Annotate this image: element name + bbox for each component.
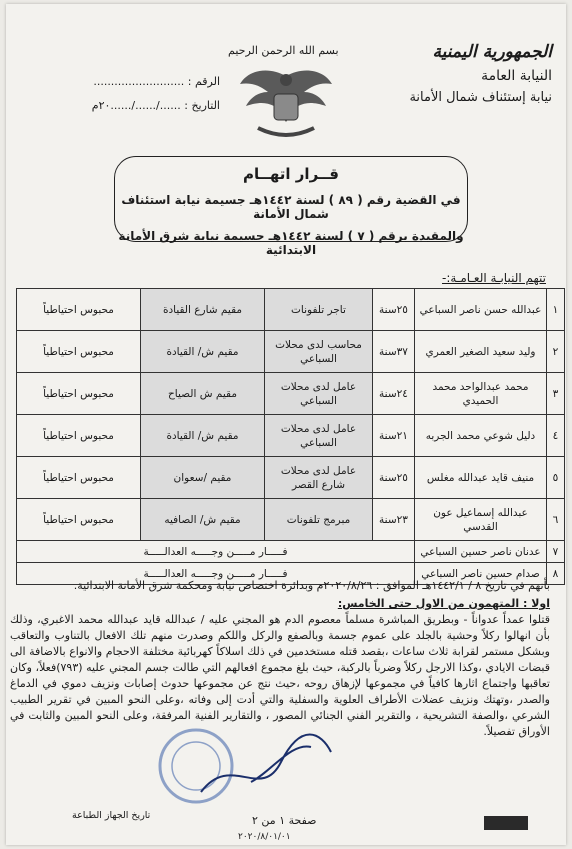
print-date-label: تاريخ الجهاز الطباعة (72, 810, 151, 821)
authority-header (382, 42, 552, 105)
row-number: ٦ (547, 499, 565, 541)
document-page (6, 4, 566, 845)
accused-name: عبدالله حسن ناصر السباعي (415, 289, 547, 331)
case-number-line: في القضية رقم ( ٨٩ ) لسنة ١٤٤٢هـ جسيمة نيابة استئناف شمال الأمانة (121, 193, 461, 221)
table-row (17, 373, 565, 415)
page-number: صفحة ١ من ٢ (252, 814, 317, 827)
accused-table (16, 288, 565, 585)
accused-job: عامل لدى محلات السباعي (265, 373, 373, 415)
accused-age: ٢٤سنة (373, 373, 415, 415)
row-number: ٣ (547, 373, 565, 415)
accused-address: مقيم ش/ الصافيه (141, 499, 265, 541)
table-row (17, 457, 565, 499)
accused-job: مبرمج تلفونات (265, 499, 373, 541)
accused-job: عامل لدى محلات السباعي (265, 415, 373, 457)
table-row (17, 415, 565, 457)
row-number: ٢ (547, 331, 565, 373)
section-heading: اولا : المتهمون من الاول حتى الخامس: (337, 597, 550, 610)
row-number: ٧ (547, 541, 565, 563)
accused-status: محبوس احتياطياً (17, 415, 141, 457)
country-name: الجمهورية اليمنية (432, 42, 552, 62)
reference-meta (70, 70, 220, 118)
accused-address: مقيم ش الصياح (141, 373, 265, 415)
accused-age: ٢٥سنة (373, 457, 415, 499)
accused-status: محبوس احتياطياً (17, 331, 141, 373)
accused-job: محاسب لدى محلات السباعي (265, 331, 373, 373)
accused-name: دليل شوعي محمد الجربه (415, 415, 547, 457)
accused-address: مقيم ش/ القيادة (141, 415, 265, 457)
agency-name: النيابة العامة (481, 68, 552, 84)
accused-status: محبوس احتياطياً (17, 457, 141, 499)
office-name: نيابة إستئناف شمال الأمانة (409, 90, 552, 105)
print-date: ٢٠٢٠/٨/٠١/٠١ (238, 832, 291, 842)
accused-address: مقيم شارع القيادة (141, 289, 265, 331)
reference-date: التاريخ : ....../....../......٢٠م (91, 99, 220, 112)
accused-address: مقيم /سعوان (141, 457, 265, 499)
accused-status: محبوس احتياطياً (17, 289, 141, 331)
accused-age: ٢٣سنة (373, 499, 415, 541)
accused-status: محبوس احتياطياً (17, 373, 141, 415)
table-row (17, 499, 565, 541)
charge-paragraph: قتلوا عمداً عدواناً - وبطريق المباشرة مسلماً معصوم الدم هو المجني عليه / عبدالله قايد عبدالله محمد الاغبري، وذلك بأن انهالوا ركلاً وحشية بالجلد على عموم جسمة وبالصفع والركل واللكم وصدرت منهم تلك الافعال بالتناوب والتعاقب وبشكل مستمر لقرابة ثلاث ساعات ،بقصد قتله مستخدمين في ذلك اسلاكاً كهربائية مختلفة الاحجام والانواع بالاضافة الى قبضات الايادي ،وكذا الارجل ركلاً وضرباً بالركبة، حيث بلغ مجموع افعالهم التي طالت جسم المجني عليه (٧٩٣)فعلاً، وكان تعاقبها واجتماع اثارها كافياً في مجموعها لإزهاق روحه ،حيث نتج عن مجموعها حدوث إصابات ونزيف دموي في الدماغ والصدر ،وتهتك ونزيف عضلات الأطراف العلوية والسفلية والتي أدت إلى وفاته ،وعلى النحو المبين في تقرير الطبيب الشرعي ،والصفة التشريحية ، والتقرير الفني الجنائي المصور ، والتقارير الفنية المرفقة، وعلى النحو المبين والثابت في الأوراق تفصيلاً. (10, 613, 550, 738)
document-title: قــرار اتهــام (243, 165, 339, 183)
accused-age: ٣٧سنة (373, 331, 415, 373)
row-number: ١ (547, 289, 565, 331)
row-number: ٥ (547, 457, 565, 499)
accused-job: عامل لدى محلات شارع القصر (265, 457, 373, 499)
accused-name: منيف قايد عبدالله مغلس (415, 457, 547, 499)
indictment-title-box (114, 156, 468, 257)
fugitive-name: صدام حسين ناصر السباعي (415, 563, 547, 585)
signature-icon (191, 712, 341, 812)
accused-status: محبوس احتياطياً (17, 499, 141, 541)
accused-name: عبدالله إسماعيل عون القدسي (415, 499, 547, 541)
table-row (17, 331, 565, 373)
accused-age: ٢١سنة (373, 415, 415, 457)
accusation-intro: تتهم النيابـة العـامـة:- (442, 271, 546, 285)
fugitive-status: فـــــار مـــــن وجـــــه العدالـــــة (17, 563, 415, 585)
table-row (17, 289, 565, 331)
case-registration-line: والمقيدة برقم ( ٧ ) لسنة ١٤٤٢هـ جسيمة نيابة شرق الأمانة الابتدائية (118, 229, 464, 257)
accused-name: محمد عبدالواحد محمد الحميدي (415, 373, 547, 415)
accused-job: تاجر تلفونات (265, 289, 373, 331)
incident-date-paragraph: بأنهم في تاريخ ٨ / ١٤٤٢/١هـ الموافق : ٢٠٢٠/٨/٢٦م وبدائرة اختصاص نيابة ومحكمة شرق الأمانة الابتدائية. (73, 579, 550, 592)
row-number: ٤ (547, 415, 565, 457)
reference-number: الرقم : .......................... (93, 75, 220, 88)
accused-address: مقيم ش/ القيادة (141, 331, 265, 373)
table-row (17, 541, 565, 563)
bismillah: بسم الله الرحمن الرحيم (228, 44, 339, 57)
fugitive-name: عدنان ناصر حسين السباعي (415, 541, 547, 563)
fugitive-status: فـــــار مـــــن وجـــــه العدالـــــة (17, 541, 415, 563)
seal-strip (484, 816, 528, 830)
eagle-emblem-icon (238, 62, 334, 146)
accused-age: ٢٥سنة (373, 289, 415, 331)
row-number: ٨ (547, 563, 565, 585)
accused-name: وليد سعيد الصغير العمري (415, 331, 547, 373)
